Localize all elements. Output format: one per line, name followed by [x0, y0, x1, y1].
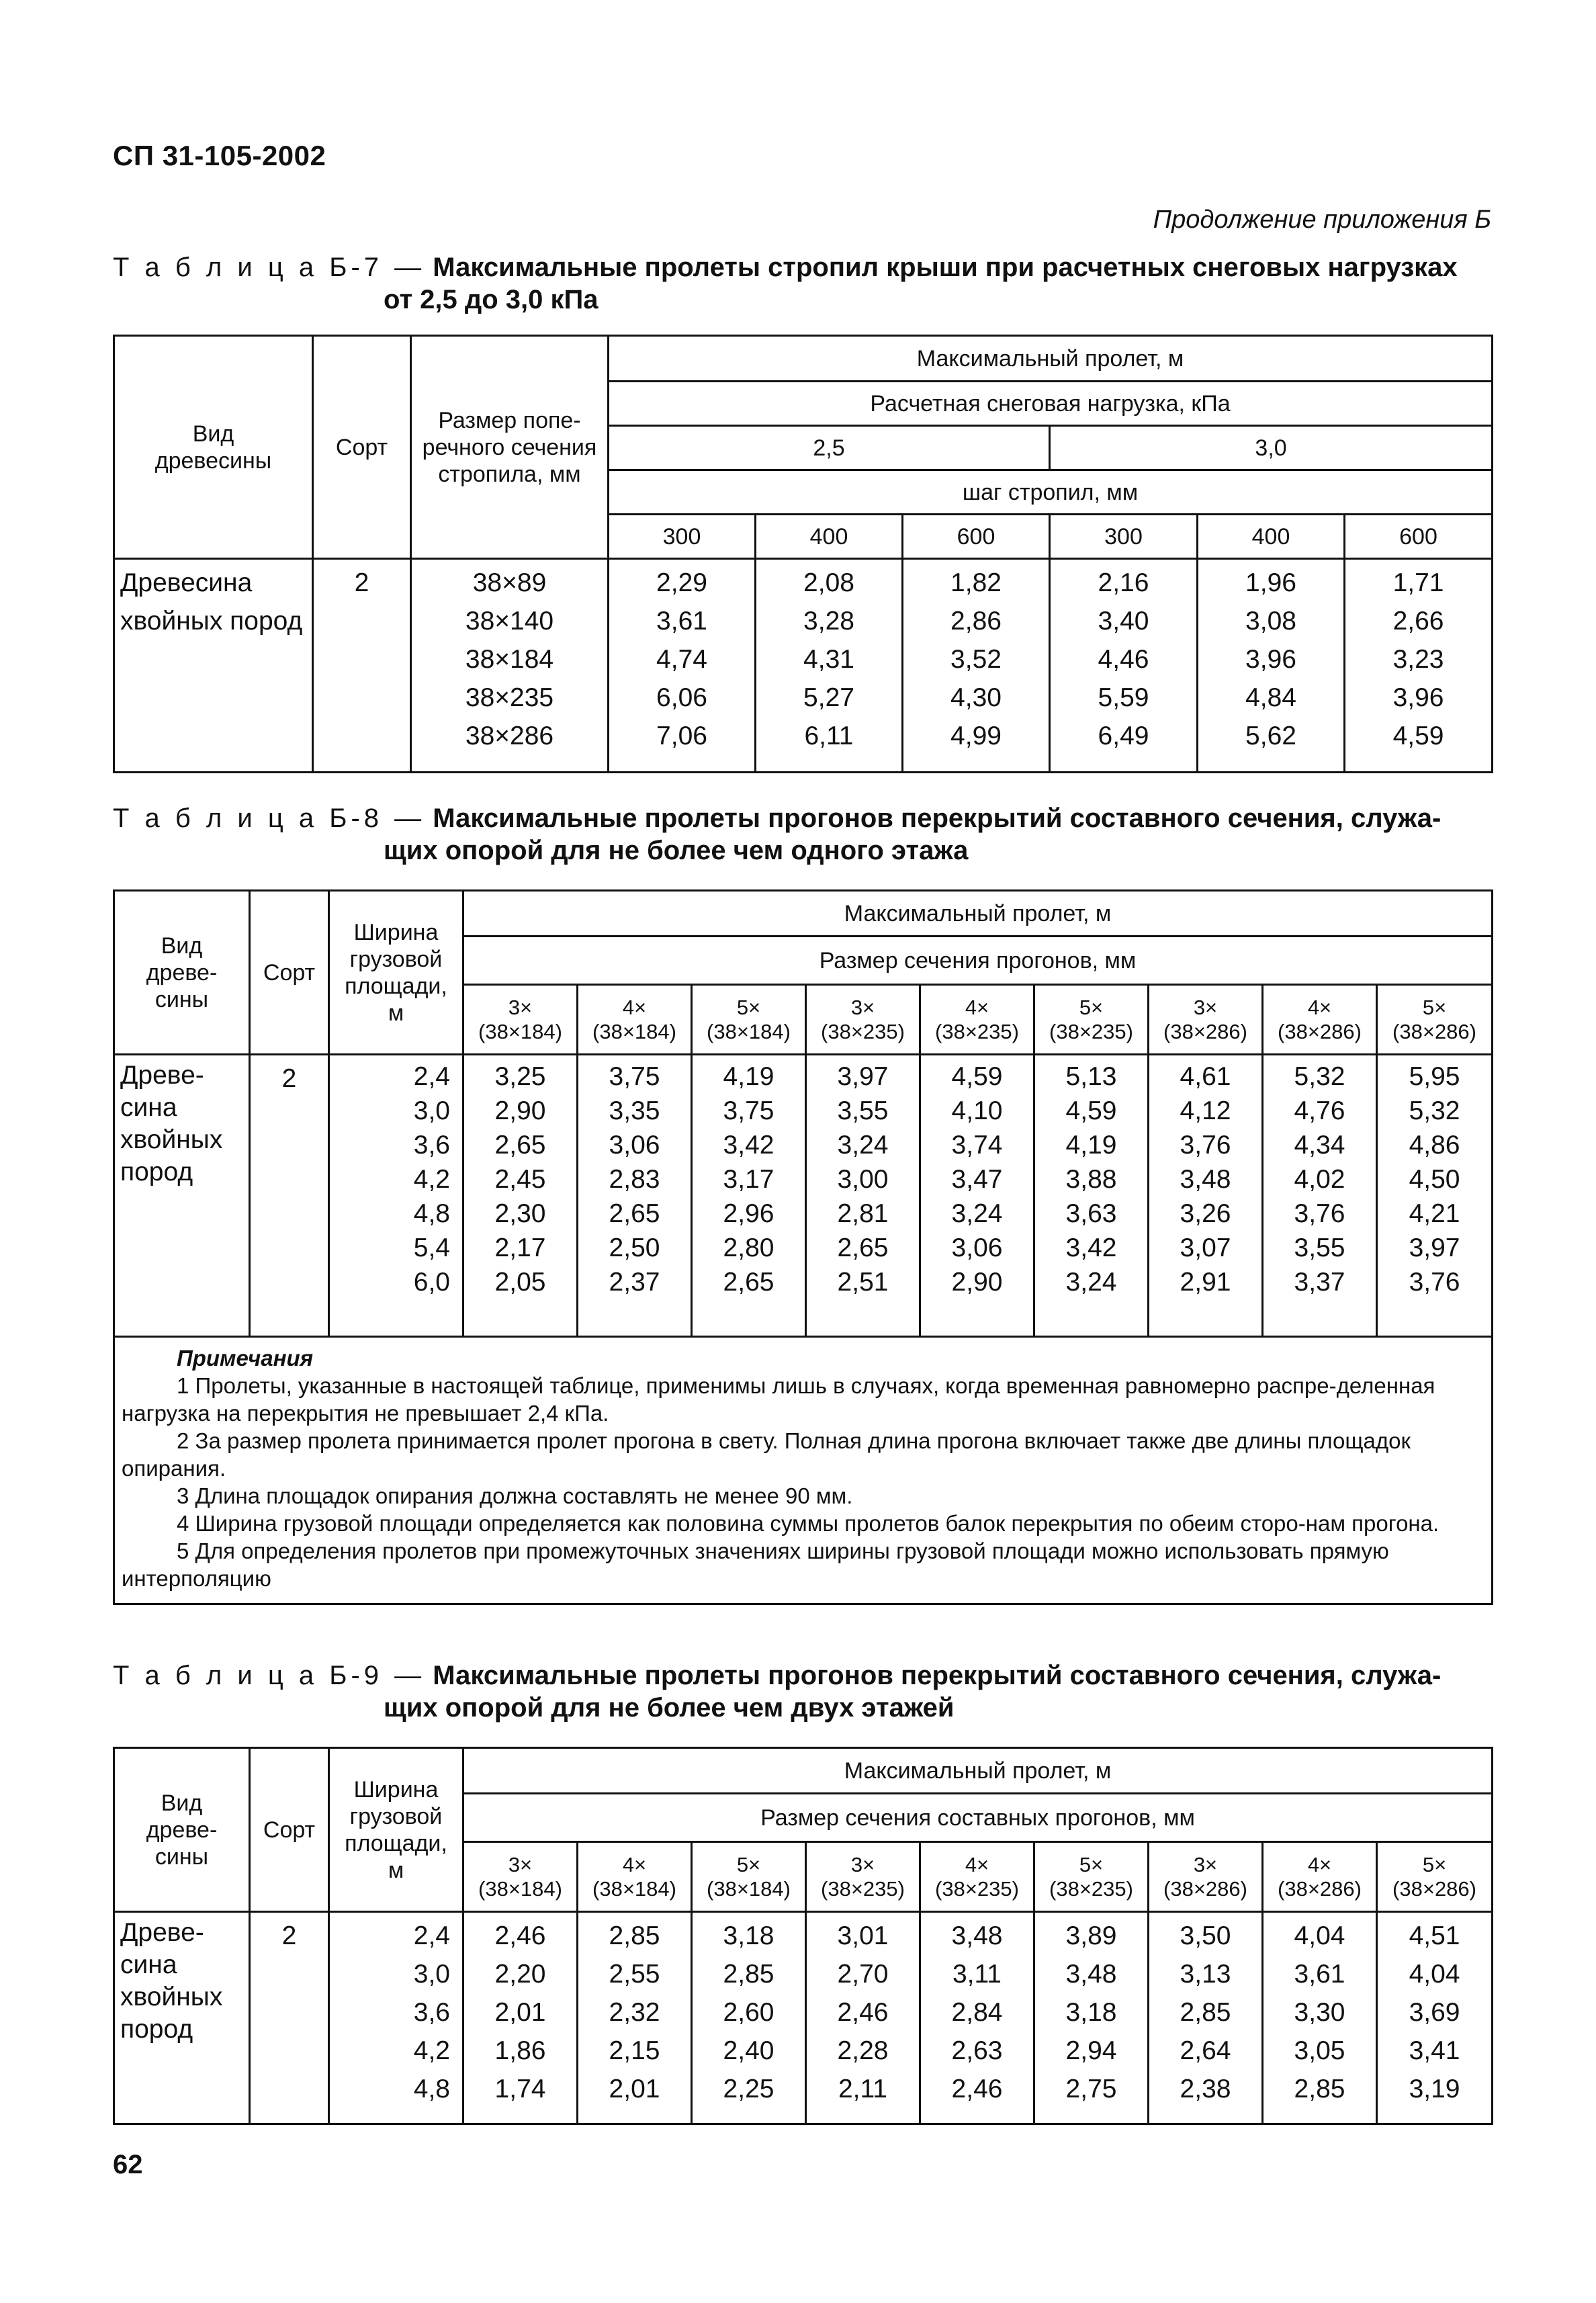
table-cell: 3,76 — [1180, 1131, 1231, 1160]
table-b8 — [113, 889, 1493, 1605]
table-b8-value-column — [1377, 1055, 1493, 1337]
table-cell: 38×89 — [472, 568, 547, 597]
table-cell: 2,90 — [951, 1268, 1003, 1297]
col-top: 3× — [1193, 1852, 1218, 1876]
table-row — [114, 1912, 1493, 2124]
table-cell: 2,85 — [723, 1960, 774, 1989]
table-cell: 3,88 — [1065, 1165, 1117, 1194]
table-b9-label: Т а б л и ц а Б-9 — — [113, 1661, 426, 1690]
table-cell: 3,24 — [837, 1131, 889, 1160]
table-cell: 3,42 — [723, 1131, 774, 1160]
table-cell: 2,85 — [609, 1921, 660, 1950]
table-cell: 4,8 — [413, 2075, 450, 2103]
table-cell: 3,55 — [837, 1096, 889, 1125]
col-bottom: (38×184) — [592, 1019, 676, 1043]
col-top: 5× — [1422, 1852, 1447, 1876]
col-top: 3× — [508, 1852, 533, 1876]
table-b7-header-step-value: 300 — [609, 515, 756, 559]
table-cell: 2,66 — [1392, 607, 1444, 636]
table-b7-value-column — [756, 559, 903, 773]
table-b7-header-step: шаг стропил, мм — [609, 470, 1493, 515]
table-cell: 3,48 — [951, 1921, 1003, 1950]
table-b9-header-section: Размер сечения составных прогонов, мм — [463, 1794, 1493, 1842]
table-b7 — [113, 335, 1493, 773]
table-cell: 6,11 — [804, 722, 854, 750]
col-top: 4× — [965, 995, 989, 1019]
table-b8-notes — [114, 1337, 1493, 1604]
table-b8-header-col — [1149, 985, 1263, 1055]
table-b9-header-col — [920, 1842, 1034, 1912]
table-b8-wood-cell: Древе-сина хвойных пород — [114, 1055, 250, 1337]
table-cell: 2,46 — [951, 2075, 1003, 2103]
table-b8-value-column — [806, 1055, 920, 1337]
table-b7-header-size: Размер попе-речного сечения стропила, мм — [411, 336, 609, 559]
table-cell: 3,74 — [951, 1131, 1003, 1160]
col-top: 5× — [736, 995, 761, 1019]
table-b9-value-column — [1149, 1912, 1263, 2124]
col-bottom: (38×286) — [1278, 1019, 1362, 1043]
table-b9-value-column — [1263, 1912, 1377, 2124]
table-cell: 2,83 — [609, 1165, 660, 1194]
table-cell: 3,23 — [1392, 645, 1444, 674]
table-b7-header-step-value: 300 — [1050, 515, 1198, 559]
table-cell: 4,50 — [1409, 1165, 1460, 1194]
table-b9-header-col — [806, 1842, 920, 1912]
col-top: 4× — [622, 1852, 647, 1876]
table-cell: 4,59 — [1065, 1096, 1117, 1125]
table-cell: 4,19 — [723, 1062, 774, 1091]
table-b8-header-col — [1263, 985, 1377, 1055]
col-bottom: (38×235) — [1049, 1019, 1133, 1043]
table-cell: 5,62 — [1245, 722, 1296, 750]
table-cell: 4,04 — [1294, 1921, 1345, 1950]
table-b9-value-column — [806, 1912, 920, 2124]
table-cell: 2,91 — [1180, 1268, 1231, 1297]
table-cell: 4,59 — [951, 1062, 1003, 1091]
table-cell: 38×286 — [465, 722, 554, 750]
document-code: СП 31-105-2002 — [113, 140, 326, 171]
table-cell: 2,63 — [951, 2036, 1003, 2065]
table-cell: 5,27 — [803, 683, 854, 712]
table-b7-value-column — [903, 559, 1050, 773]
col-top: 3× — [850, 995, 875, 1019]
table-b8-header-col — [806, 985, 920, 1055]
continuation-note: Продолжение приложения Б — [1153, 206, 1491, 234]
table-cell: 4,12 — [1180, 1096, 1231, 1125]
table-cell: 2,46 — [494, 1921, 546, 1950]
table-b8-label: Т а б л и ц а Б-8 — — [113, 803, 426, 833]
table-cell: 3,19 — [1409, 2075, 1460, 2103]
table-cell: 4,51 — [1409, 1921, 1460, 1950]
table-b9-value-column — [463, 1912, 578, 2124]
table-cell: 2,17 — [494, 1233, 546, 1262]
table-cell: 38×235 — [465, 683, 554, 712]
table-cell: 5,4 — [413, 1233, 450, 1262]
table-cell: 2,96 — [723, 1199, 774, 1228]
table-b7-value-column — [609, 559, 756, 773]
table-cell: 6,06 — [656, 683, 707, 712]
table-b8-width-column — [329, 1055, 463, 1337]
table-cell: 2,25 — [723, 2075, 774, 2103]
table-b7-header-max-span: Максимальный пролет, м — [609, 336, 1493, 382]
table-cell: 3,18 — [1065, 1998, 1117, 2027]
table-cell: 4,8 — [413, 1199, 450, 1228]
table-b9-header-wood: Вид древе-сины — [114, 1748, 250, 1912]
table-b7-header-snow-load: Расчетная снеговая нагрузка, кПа — [609, 382, 1493, 426]
table-b9-header-col — [578, 1842, 692, 1912]
table-cell: 2,60 — [723, 1998, 774, 2027]
table-cell: 2,86 — [950, 607, 1002, 636]
table-cell: 4,2 — [413, 1165, 450, 1194]
table-b9 — [113, 1747, 1493, 2125]
table-cell: 4,61 — [1180, 1062, 1231, 1091]
table-cell: 4,10 — [951, 1096, 1003, 1125]
table-b8-header-grade: Сорт — [250, 891, 329, 1055]
table-b7-title-line1: Максимальные пролеты стропил крыши при расчетных снеговых нагрузках — [433, 253, 1458, 282]
table-cell: 4,30 — [950, 683, 1002, 712]
col-top: 3× — [508, 995, 533, 1019]
table-cell: 3,0 — [413, 1096, 450, 1125]
table-cell: 2,29 — [656, 568, 707, 597]
table-row — [114, 1055, 1493, 1337]
col-top: 5× — [1422, 995, 1447, 1019]
table-cell: 3,01 — [837, 1921, 889, 1950]
table-cell: 1,74 — [494, 2075, 546, 2103]
col-top: 5× — [1079, 1852, 1104, 1876]
col-bottom: (38×286) — [1392, 1876, 1476, 1901]
table-b7-size-column — [411, 559, 609, 773]
table-cell: 3,13 — [1180, 1960, 1231, 1989]
table-b8-value-column — [1263, 1055, 1377, 1337]
table-cell: 2,30 — [494, 1199, 546, 1228]
table-cell: 2,80 — [723, 1233, 774, 1262]
table-cell: 4,99 — [950, 722, 1002, 750]
table-cell: 3,25 — [494, 1062, 546, 1091]
table-cell: 2,65 — [494, 1131, 546, 1160]
col-top: 5× — [736, 1852, 761, 1876]
table-cell: 2,11 — [838, 2075, 887, 2103]
table-b8-header-width: Ширина грузовой площади, м — [329, 891, 463, 1055]
table-cell: 2,55 — [609, 1960, 660, 1989]
table-cell: 3,76 — [1294, 1199, 1345, 1228]
table-cell: 2,65 — [723, 1268, 774, 1297]
table-cell: 2,15 — [609, 2036, 660, 2065]
table-b9-caption — [113, 1659, 1491, 1724]
table-cell: 2,28 — [837, 2036, 889, 2065]
table-b9-header-col — [463, 1842, 578, 1912]
page-number: 62 — [113, 2150, 143, 2179]
table-b8-notes-row — [114, 1337, 1493, 1604]
table-b9-value-column — [1377, 1912, 1493, 2124]
table-b7-caption — [113, 251, 1491, 316]
table-b7-header-snow-value: 3,0 — [1050, 426, 1493, 470]
table-b7-grade-cell: 2 — [313, 559, 411, 773]
note-item: 3 Длина площадок опирания должна составлять не менее 90 мм. — [177, 1483, 853, 1508]
table-b8-value-column — [578, 1055, 692, 1337]
table-cell: 6,49 — [1098, 722, 1149, 750]
table-cell: 4,86 — [1409, 1131, 1460, 1160]
table-cell: 3,08 — [1245, 607, 1296, 636]
table-b9-title-line1: Максимальные пролеты прогонов перекрытий составного сечения, служа- — [433, 1661, 1442, 1690]
table-cell: 2,85 — [1180, 1998, 1231, 2027]
table-row — [114, 559, 1493, 773]
table-cell: 3,06 — [951, 1233, 1003, 1262]
table-b8-grade-cell: 2 — [250, 1055, 329, 1337]
table-b8-header-col — [578, 985, 692, 1055]
table-cell: 3,50 — [1180, 1921, 1231, 1950]
table-cell: 4,34 — [1294, 1131, 1345, 1160]
table-b7-value-column — [1050, 559, 1198, 773]
table-cell: 3,61 — [656, 607, 707, 636]
col-bottom: (38×184) — [478, 1019, 562, 1043]
col-bottom: (38×184) — [707, 1019, 791, 1043]
table-cell: 3,26 — [1180, 1199, 1231, 1228]
table-b7-header-snow-value: 2,5 — [609, 426, 1050, 470]
table-b7-header-step-value: 600 — [1345, 515, 1493, 559]
table-b9-grade-cell: 2 — [250, 1912, 329, 2124]
table-cell: 5,32 — [1294, 1062, 1345, 1091]
table-cell: 2,81 — [837, 1199, 889, 1228]
table-cell: 2,38 — [1180, 2075, 1231, 2103]
table-cell: 2,32 — [609, 1998, 660, 2027]
table-cell: 3,55 — [1294, 1233, 1345, 1262]
col-top: 4× — [622, 995, 647, 1019]
table-b8-header-wood: Вид древе-сины — [114, 891, 250, 1055]
table-cell: 3,37 — [1294, 1268, 1345, 1297]
col-top: 3× — [1193, 995, 1218, 1019]
table-cell: 4,31 — [803, 645, 854, 674]
table-cell: 3,48 — [1065, 1960, 1117, 1989]
table-cell: 7,06 — [656, 722, 707, 750]
table-cell: 3,06 — [609, 1131, 660, 1160]
table-cell: 4,84 — [1245, 683, 1296, 712]
table-cell: 3,11 — [952, 1960, 1002, 1989]
table-b8-value-column — [920, 1055, 1034, 1337]
table-cell: 6,0 — [413, 1268, 450, 1297]
table-cell: 3,41 — [1409, 2036, 1460, 2065]
table-b8-title-line1: Максимальные пролеты прогонов перекрытий составного сечения, служа- — [433, 803, 1442, 833]
table-b8-value-column — [463, 1055, 578, 1337]
table-cell: 2,51 — [837, 1268, 889, 1297]
table-cell: 3,24 — [951, 1199, 1003, 1228]
table-b9-title-line2: щих опорой для не более чем двух этажей — [384, 1693, 955, 1723]
table-b9-header-col — [1377, 1842, 1493, 1912]
table-cell: 2,75 — [1065, 2075, 1117, 2103]
table-cell: 4,2 — [413, 2036, 450, 2065]
table-b9-header-col — [1149, 1842, 1263, 1912]
table-b8-header-col — [1377, 985, 1493, 1055]
table-cell: 3,00 — [837, 1165, 889, 1194]
table-cell: 3,52 — [950, 645, 1002, 674]
col-bottom: (38×286) — [1278, 1876, 1362, 1901]
col-bottom: (38×184) — [592, 1876, 676, 1901]
table-cell: 2,4 — [413, 1921, 450, 1950]
note-item: 1 Пролеты, указанные в настоящей таблице, применимы лишь в случаях, когда временная равномерно распре-деленная нагрузка на перекрытия не превышает 2,4 кПа. — [122, 1373, 1435, 1426]
table-cell: 1,82 — [950, 568, 1002, 597]
table-cell: 3,61 — [1294, 1960, 1345, 1989]
table-b7-wood-cell: Древесина хвойных пород — [114, 559, 313, 773]
table-cell: 4,02 — [1294, 1165, 1345, 1194]
table-cell: 3,05 — [1294, 2036, 1345, 2065]
col-top: 3× — [850, 1852, 875, 1876]
table-b7-header-step-value: 600 — [903, 515, 1050, 559]
table-cell: 3,6 — [413, 1998, 450, 2027]
table-b8-header-col — [692, 985, 806, 1055]
table-cell: 2,37 — [609, 1268, 660, 1297]
table-b8-header-section: Размер сечения прогонов, мм — [463, 937, 1493, 985]
table-b7-header-step-value: 400 — [756, 515, 903, 559]
table-cell: 38×184 — [465, 645, 554, 674]
table-cell: 2,45 — [494, 1165, 546, 1194]
table-cell: 2,40 — [723, 2036, 774, 2065]
table-cell: 2,84 — [951, 1998, 1003, 2027]
table-b9-header-width: Ширина грузовой площади, м — [329, 1748, 463, 1912]
table-cell: 4,46 — [1098, 645, 1149, 674]
col-bottom: (38×235) — [821, 1019, 905, 1043]
col-top: 4× — [1307, 1852, 1332, 1876]
table-b7-title-line2: от 2,5 до 3,0 кПа — [384, 285, 598, 314]
table-cell: 3,28 — [803, 607, 854, 636]
table-cell: 2,46 — [837, 1998, 889, 2027]
table-cell: 3,6 — [413, 1131, 450, 1160]
table-b9-width-column — [329, 1912, 463, 2124]
table-cell: 2,64 — [1180, 2036, 1231, 2065]
table-cell: 4,76 — [1294, 1096, 1345, 1125]
note-item: 4 Ширина грузовой площади определяется как половина суммы пролетов балок перекрытия по обеим сторо-нам прогона. — [177, 1511, 1439, 1536]
table-b8-header-col — [463, 985, 578, 1055]
table-cell: 5,32 — [1409, 1096, 1460, 1125]
col-bottom: (38×235) — [1049, 1876, 1133, 1901]
table-cell: 2,65 — [609, 1199, 660, 1228]
table-cell: 5,13 — [1065, 1062, 1117, 1091]
table-cell: 3,63 — [1065, 1199, 1117, 1228]
table-cell: 3,97 — [1409, 1233, 1460, 1262]
table-b7-value-column — [1345, 559, 1493, 773]
table-b9-header-col — [1034, 1842, 1149, 1912]
table-b9-header-max-span: Максимальный пролет, м — [463, 1748, 1493, 1794]
table-cell: 3,24 — [1065, 1268, 1117, 1297]
table-b9-wood-cell: Древе-сина хвойных пород — [114, 1912, 250, 2124]
col-bottom: (38×235) — [821, 1876, 905, 1901]
table-b8-value-column — [1034, 1055, 1149, 1337]
col-bottom: (38×286) — [1163, 1019, 1247, 1043]
col-top: 5× — [1079, 995, 1104, 1019]
table-cell: 2,70 — [837, 1960, 889, 1989]
col-bottom: (38×286) — [1163, 1876, 1247, 1901]
table-cell: 3,96 — [1245, 645, 1296, 674]
table-cell: 3,30 — [1294, 1998, 1345, 2027]
table-cell: 3,0 — [413, 1960, 450, 1989]
table-b7-label: Т а б л и ц а Б-7 — — [113, 253, 426, 282]
table-cell: 3,75 — [723, 1096, 774, 1125]
table-b8-header-max-span: Максимальный пролет, м — [463, 891, 1493, 937]
table-cell: 5,95 — [1409, 1062, 1460, 1091]
table-cell: 4,21 — [1409, 1199, 1460, 1228]
col-bottom: (38×184) — [707, 1876, 791, 1901]
table-cell: 3,18 — [723, 1921, 774, 1950]
col-bottom: (38×235) — [935, 1019, 1019, 1043]
table-cell: 3,40 — [1098, 607, 1149, 636]
table-b8-caption — [113, 802, 1491, 867]
table-cell: 2,65 — [837, 1233, 889, 1262]
table-cell: 4,19 — [1065, 1131, 1117, 1160]
table-cell: 2,16 — [1098, 568, 1149, 597]
col-bottom: (38×286) — [1392, 1019, 1476, 1043]
table-cell: 2,90 — [494, 1096, 546, 1125]
table-cell: 4,59 — [1392, 722, 1444, 750]
table-b8-title-line2: щих опорой для не более чем одного этажа — [384, 836, 969, 865]
table-cell: 3,69 — [1409, 1998, 1460, 2027]
table-cell: 2,94 — [1065, 2036, 1117, 2065]
table-cell: 2,50 — [609, 1233, 660, 1262]
table-cell: 3,89 — [1065, 1921, 1117, 1950]
table-cell: 3,75 — [609, 1062, 660, 1091]
table-cell: 3,07 — [1180, 1233, 1231, 1262]
table-cell: 1,71 — [1392, 568, 1444, 597]
table-cell: 4,74 — [656, 645, 707, 674]
note-item: 5 Для определения пролетов при промежуточных значениях ширины грузовой площади можно использовать прямую интерполяцию — [122, 1538, 1389, 1591]
table-cell: 3,97 — [837, 1062, 889, 1091]
col-bottom: (38×184) — [478, 1876, 562, 1901]
col-top: 4× — [1307, 995, 1332, 1019]
table-cell: 3,17 — [723, 1165, 774, 1194]
table-cell: 3,35 — [609, 1096, 660, 1125]
table-cell: 2,85 — [1294, 2075, 1345, 2103]
table-cell: 4,04 — [1409, 1960, 1460, 1989]
table-cell: 3,48 — [1180, 1165, 1231, 1194]
table-b9-header-col — [1263, 1842, 1377, 1912]
table-b8-value-column — [692, 1055, 806, 1337]
table-b7-header-grade: Сорт — [313, 336, 411, 559]
table-cell: 2,01 — [609, 2075, 660, 2103]
table-b8-header-col — [1034, 985, 1149, 1055]
table-b9-value-column — [920, 1912, 1034, 2124]
table-b7-value-column — [1198, 559, 1345, 773]
table-cell: 2,4 — [413, 1062, 450, 1091]
table-b9-value-column — [692, 1912, 806, 2124]
table-cell: 2,08 — [803, 568, 854, 597]
table-b9-header-grade: Сорт — [250, 1748, 329, 1912]
table-b9-value-column — [1034, 1912, 1149, 2124]
col-bottom: (38×235) — [935, 1876, 1019, 1901]
note-item: 2 За размер пролета принимается пролет прогона в свету. Полная длина прогона включает также две длины площадок опирания. — [122, 1428, 1411, 1481]
table-cell: 2,01 — [494, 1998, 546, 2027]
table-b9-header-col — [692, 1842, 806, 1912]
table-cell: 2,05 — [494, 1268, 546, 1297]
table-cell: 38×140 — [465, 607, 554, 636]
table-cell: 3,47 — [951, 1165, 1003, 1194]
table-b9-value-column — [578, 1912, 692, 2124]
table-cell: 5,59 — [1098, 683, 1149, 712]
table-cell: 2,20 — [494, 1960, 546, 1989]
col-top: 4× — [965, 1852, 989, 1876]
table-cell: 1,86 — [494, 2036, 546, 2065]
table-cell: 1,96 — [1245, 568, 1296, 597]
notes-title: Примечания — [177, 1346, 314, 1371]
table-b7-header-wood: Вид древесины — [114, 336, 313, 559]
table-cell: 3,76 — [1409, 1268, 1460, 1297]
table-b7-header-step-value: 400 — [1198, 515, 1345, 559]
table-cell: 3,42 — [1065, 1233, 1117, 1262]
table-cell: 3,96 — [1392, 683, 1444, 712]
table-b8-value-column — [1149, 1055, 1263, 1337]
table-b8-header-col — [920, 985, 1034, 1055]
